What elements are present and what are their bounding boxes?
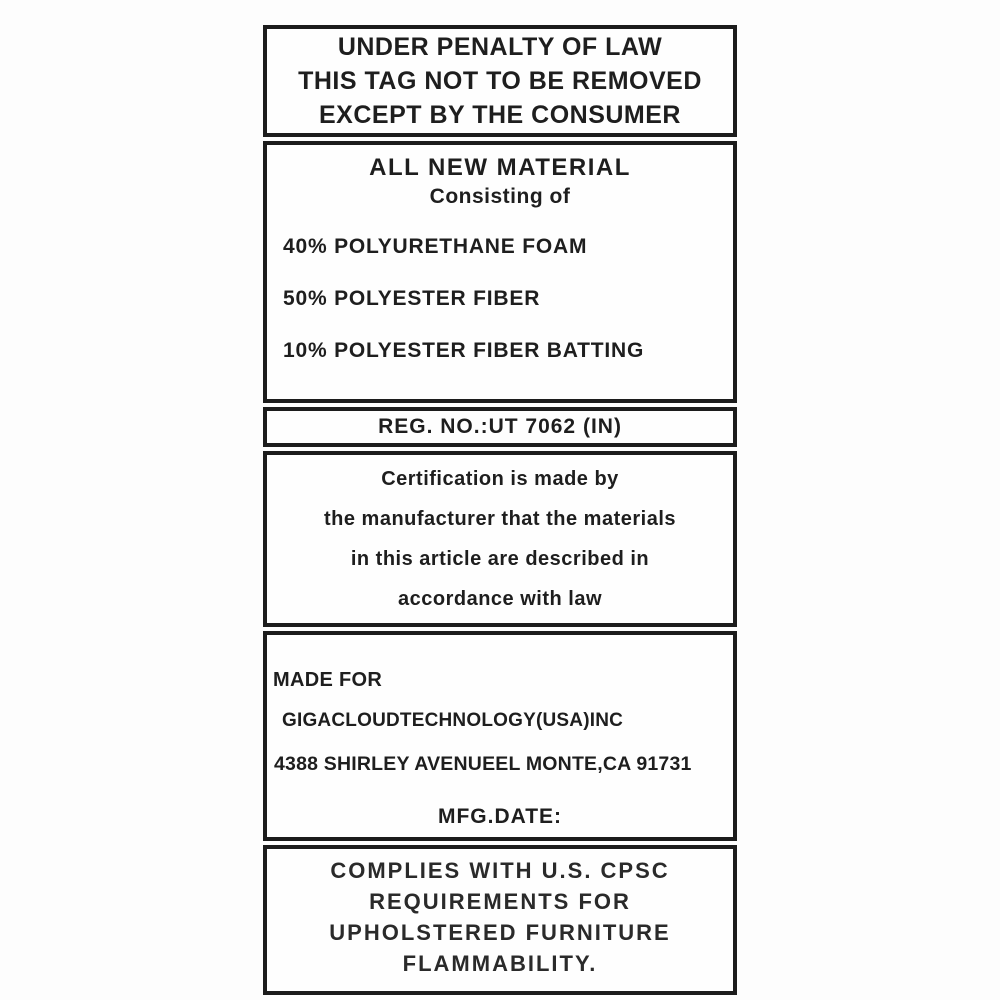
certification-line-1: Certification is made by — [381, 468, 619, 490]
materials-subtitle: Consisting of — [429, 185, 571, 208]
penalty-line-2: THIS TAG NOT TO BE REMOVED — [298, 67, 702, 95]
certification-section — [263, 451, 737, 627]
material-item-batting: 10% POLYESTER FIBER BATTING — [283, 339, 645, 362]
law-tag — [263, 25, 737, 995]
made-for-section — [263, 631, 737, 841]
made-for-label: MADE FOR — [273, 669, 383, 691]
penalty-header-section — [263, 25, 737, 137]
made-for-company: GIGACLOUDTECHNOLOGY(USA)INC — [282, 710, 624, 731]
reg-no-text: REG. NO.:UT 7062 (IN) — [378, 415, 622, 438]
penalty-line-3: EXCEPT BY THE CONSUMER — [319, 101, 681, 129]
penalty-line-1: UNDER PENALTY OF LAW — [337, 33, 663, 61]
certification-line-4: accordance with law — [397, 588, 602, 610]
made-for-address: 4388 SHIRLEY AVENUEEL MONTE,CA 91731 — [274, 753, 692, 775]
material-item-fiber: 50% POLYESTER FIBER — [283, 287, 541, 310]
compliance-line-4: FLAMMABILITY. — [402, 951, 598, 976]
materials-list — [267, 235, 733, 363]
compliance-line-2: REQUIREMENTS FOR — [369, 889, 631, 914]
materials-section — [263, 141, 737, 403]
compliance-line-3: UPHOLSTERED FURNITURE — [329, 920, 671, 945]
materials-title: ALL NEW MATERIAL — [369, 154, 631, 181]
compliance-line-1: COMPLIES WITH U.S. CPSC — [330, 858, 670, 883]
certification-line-2: the manufacturer that the materials — [323, 508, 677, 530]
reg-no-section — [263, 407, 737, 447]
mfg-date-label: MFG.DATE: — [437, 805, 563, 828]
certification-line-3: in this article are described in — [350, 548, 650, 570]
compliance-section — [263, 845, 737, 995]
material-item-foam: 40% POLYURETHANE FOAM — [283, 235, 588, 258]
